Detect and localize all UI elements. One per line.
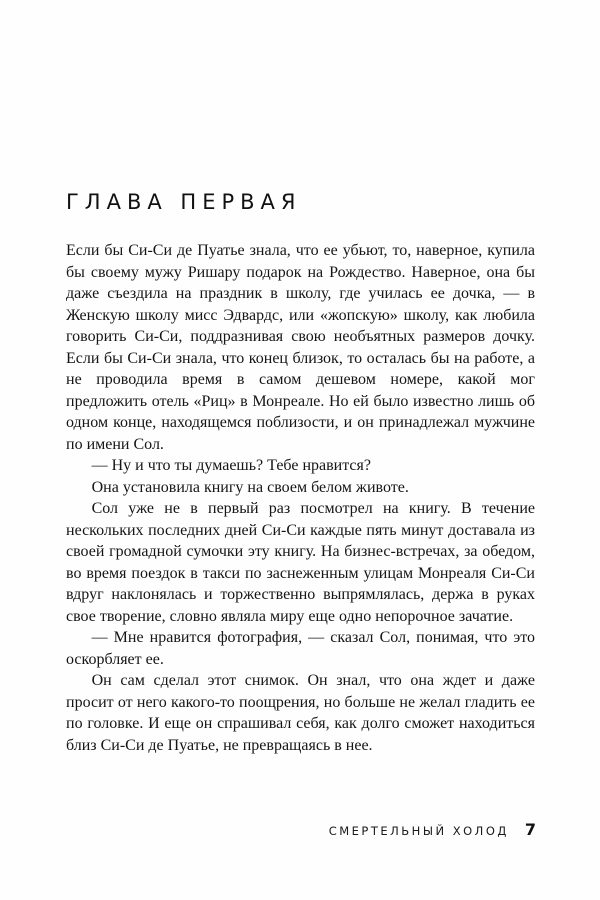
paragraph: Он сам сделал этот снимок. Он знал, что она ждет и даже просит от него какого-то поощрения, но больше не желал гладить ее по головке. И еще он спрашивал себя, как долго сможет находиться близ Си-Си де Пуатье, не превращаясь в нее. (66, 672, 535, 754)
page-footer (329, 820, 536, 839)
running-title: СМЕРТЕЛЬНЫЙ ХОЛОД (328, 824, 509, 838)
paragraph: Сол уже не в первый раз посмотрел на книгу. В течение нескольких последних дней Си-Си каждые пять минут доставала из своей громадной сумочки эту книгу. На бизнес-встречах, за обедом, во время поездок в такси по заснеженным улицам Монреаля Си-Си вдруг наклонялась и торжественно выпрямлялась, держа в руках свое творение, словно являла миру еще одно непорочное зачатие. (66, 500, 535, 625)
paragraph-dialogue: — Ну и что ты думаешь? Тебе нравится? (91, 457, 371, 474)
paragraph: Если бы Си-Си де Пуатье знала, что ее убьют, то, наверное, купила бы своему мужу Ришару подарок на Рождество. Наверное, она бы даже съездила на праздник в школу, где училась ее дочка, — в Женскую школу мисс Эдвардс, или «жопскую» школу, как любила говорить Си-Си, поддразнивая свою необъятных размеров дочку. Если бы Си-Си знала, что конец близок, то осталась бы на работе, а не проводила время в самом дешевом номере, какой мог предложить отель «Риц» в Монреале. Но ей было известно лишь об одном конце, находящемся поблизости, и он принадлежал мужчине по имени Сол. (66, 242, 535, 453)
paragraph: Она установила книгу на своем белом животе. (91, 478, 409, 496)
chapter-title: ГЛАВА ПЕРВАЯ (66, 190, 302, 214)
body-text (66, 240, 535, 756)
paragraph-dialogue: — Мне нравится фотография, — сказал Сол, понимая, что это оскорбляет ее. (66, 629, 535, 668)
page-number: 7 (524, 820, 536, 839)
